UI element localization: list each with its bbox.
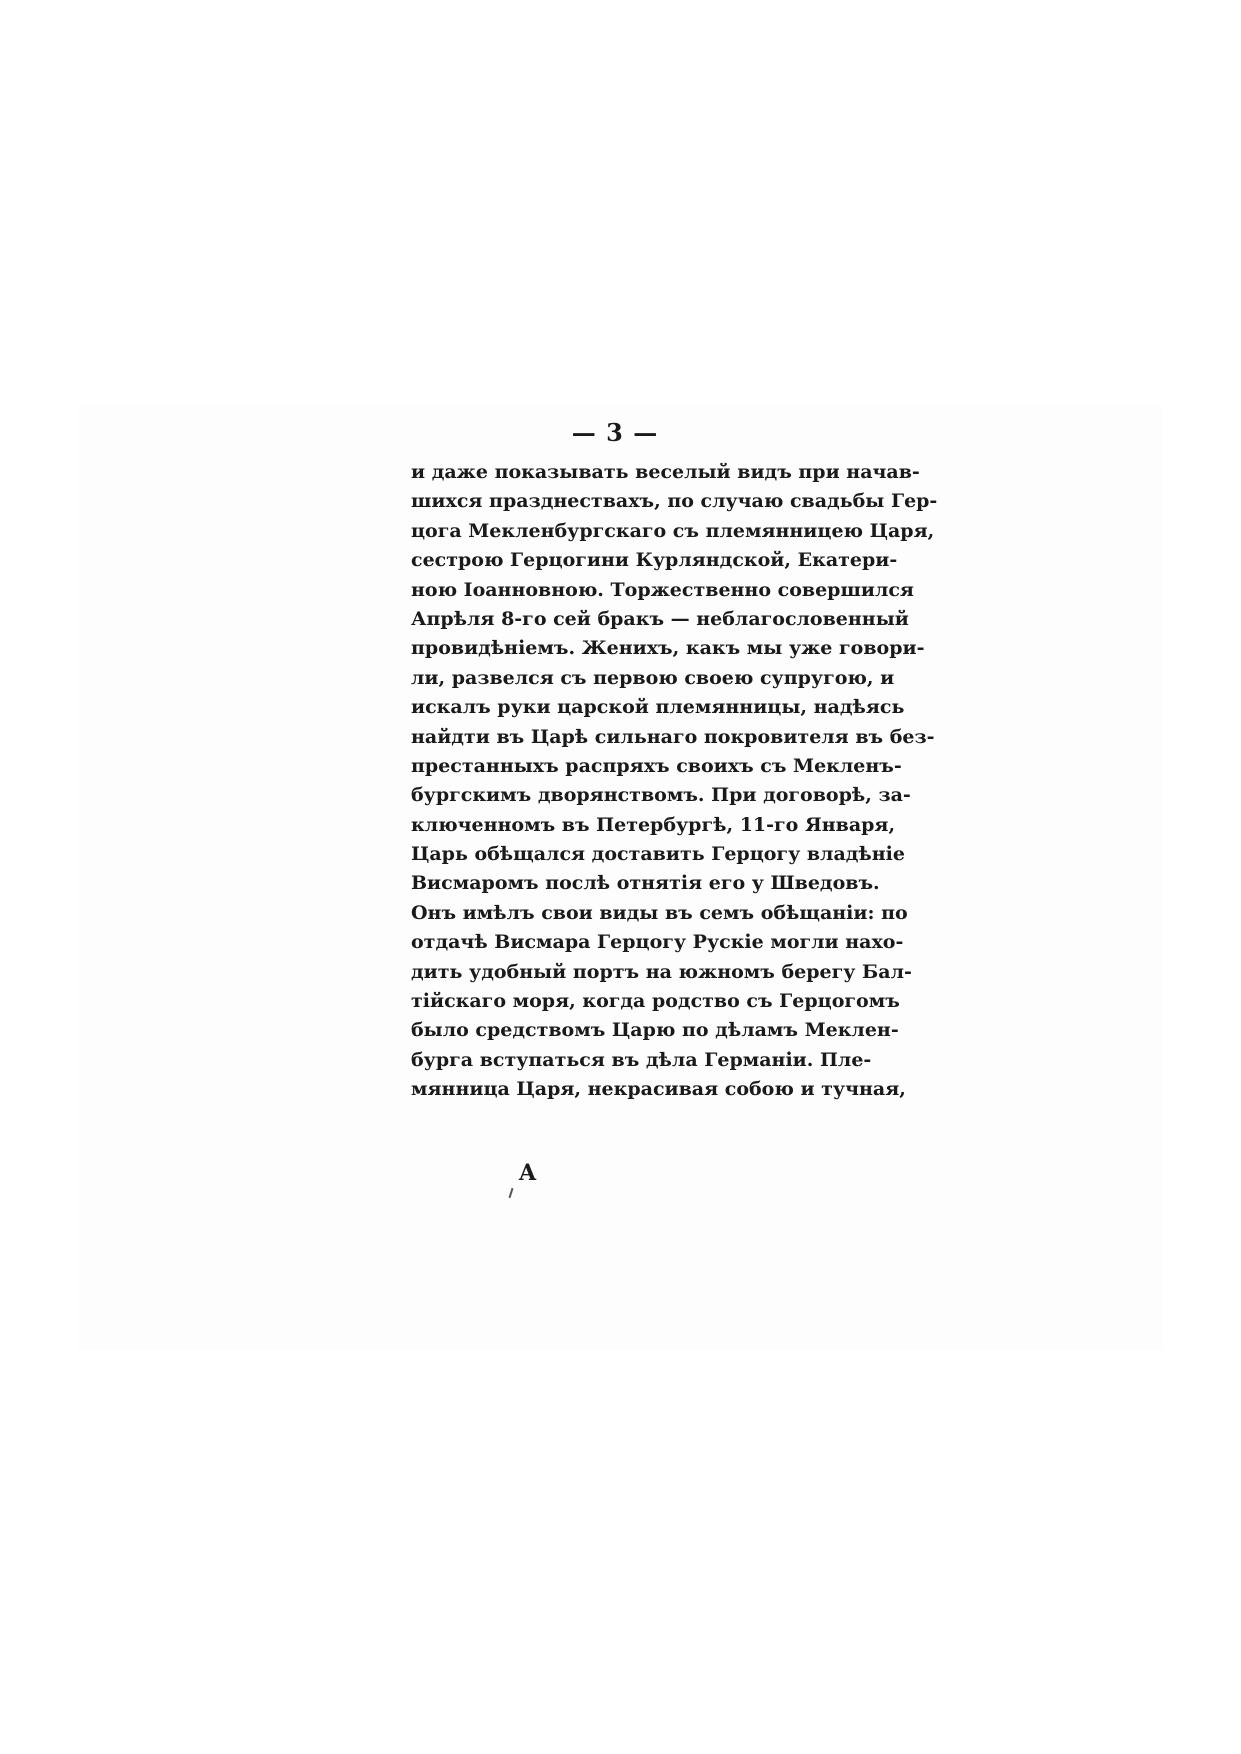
text-line: престанныхъ распряхъ своихъ съ Мекленъ- [411,754,902,777]
text-line: провидѣніемъ. Женихъ, какъ мы уже говори- [411,637,925,660]
body-text [411,458,938,1105]
text-line: Онъ имѣлъ свои виды въ семъ обѣщаніи: по [411,901,908,924]
text-line: Апрѣля 8-го сей бракъ — неблагословенный [411,607,909,630]
text-line: найдти въ Царѣ сильнаго покровителя въ без- [411,725,935,748]
text-line: отдачѣ Висмара Герцогу Рускіе могли нахо- [411,931,904,954]
text-line: Висмаромъ послѣ отнятія его у Шведовъ. [411,872,880,895]
text-line: дить удобный портъ на южномъ берегу Бал- [411,960,912,983]
text-line: бурга вступаться въ дѣла Германіи. Пле- [411,1048,872,1071]
text-line: цога Мекленбургскаго съ племянницею Царя, [411,519,935,542]
text-line: шихся празднествахъ, по случаю свадьбы Гер- [411,490,938,513]
text-line: ною Іоанновною. Торжественно совершился [411,578,914,601]
text-line: мянница Царя, некрасивая собою и тучная, [411,1078,906,1101]
text-line: бургскимъ дворянствомъ. При договорѣ, за- [411,784,911,807]
text-line: ключенномъ въ Петербургѣ, 11-го Января, [411,813,896,836]
text-line: Царь обѣщался доставить Герцогу владѣніе [411,843,905,866]
signature-mark: A [519,1160,537,1186]
page-number: — 3 — [571,418,659,447]
text-line: и даже показывать веселый видъ при начав- [411,461,920,483]
text-line: тійскаго моря, когда родство съ Герцогомъ [411,990,900,1013]
text-line: искалъ руки царской племянницы, надѣясь [411,696,905,719]
text-line: было средствомъ Царю по дѣламъ Меклен- [411,1019,899,1042]
text-line: ли, развелся съ первою своею супругою, и [411,666,895,689]
text-line: сестрою Герцогини Курляндской, Екатери- [411,549,898,572]
